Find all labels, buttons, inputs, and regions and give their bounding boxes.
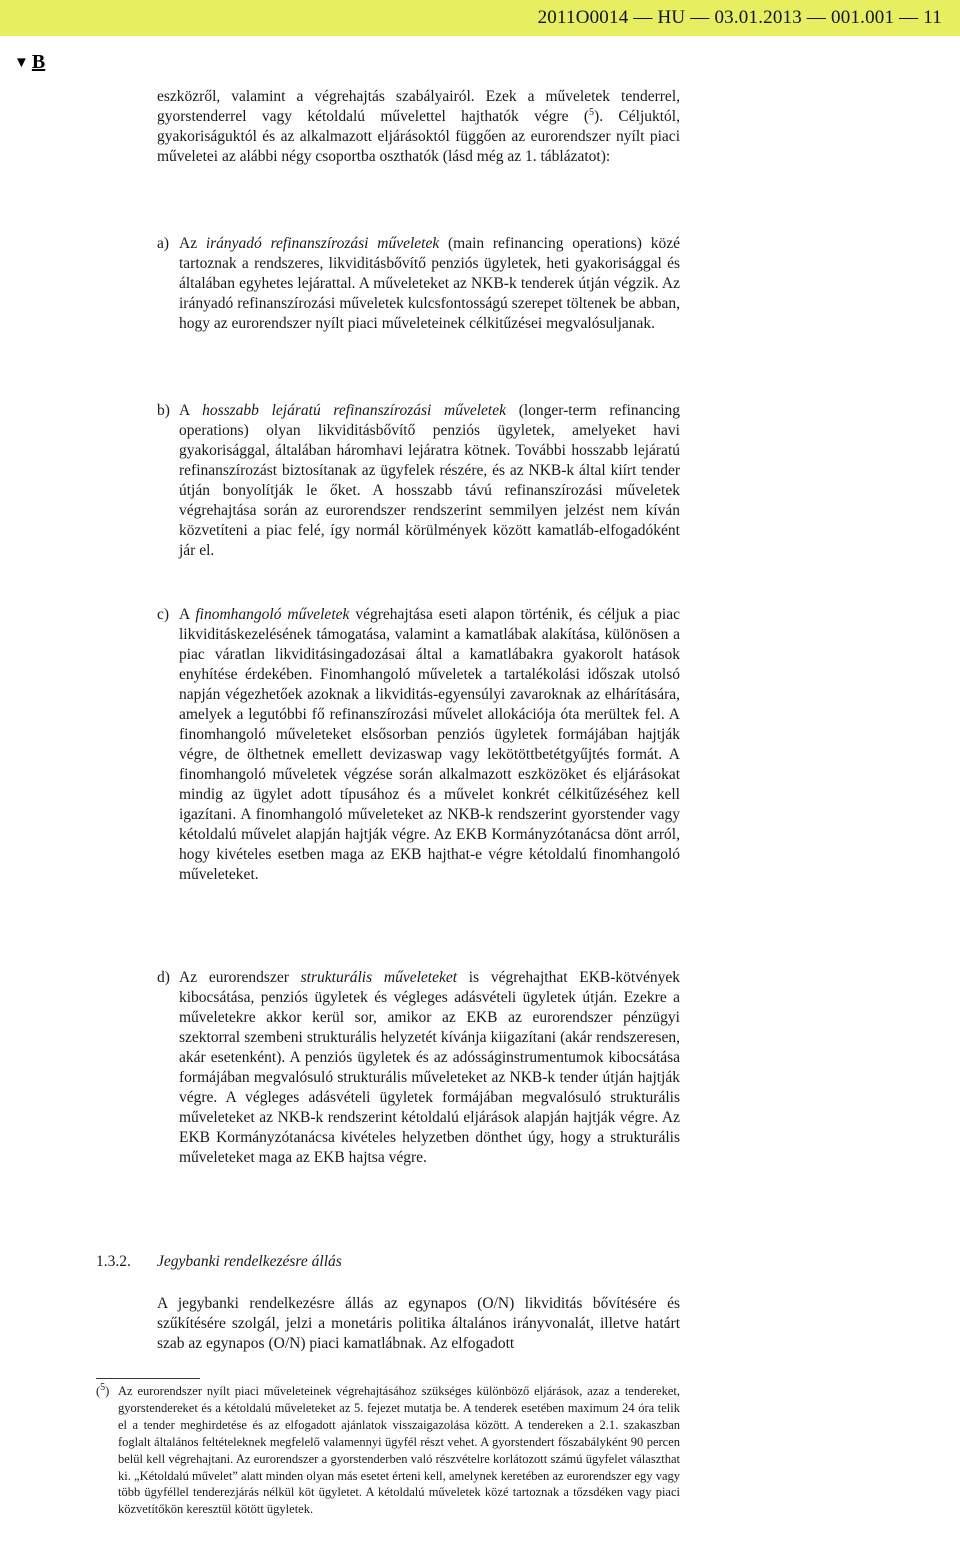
item-text-body: is végrehajthat EKB-kötvények kibocsátása, penziós ügyletek és végleges adásvételi ügyletek útján. Ezekre a műveletekre akkor kerül sor, amikor az EKB az eurorendszer pénzügyi szektorral szembeni strukturális helyzetét kívánja kiigazítani (akár rendszeresen, akár esetenként). A penziós ügyletek és az adósságinstrumentumok kibocsátása formájában megvalósuló strukturális műveleteket az NKB-k tender útján hajtják végre. A végleges adásvételi ügyletek formájában megvalósuló strukturális műveleteket az NKB-k rendszerint kétoldalú eljárások alapján hajtják végre. Az EKB Kormányzótanácsa kivételes helyzetben dönthet úgy, hogy a strukturális műveleteket maga az EKB hajtsa végre. (179, 969, 680, 1166)
item-term: irányadó refinanszírozási műveletek (205, 235, 440, 252)
item-term: finomhangoló műveletek (195, 606, 350, 623)
footnote-ref: 5 (589, 106, 595, 118)
item-text (179, 401, 680, 561)
list-item-d (157, 968, 680, 1168)
footnote-text: Az eurorendszer nyílt piaci műveleteinek végrehajtásához szükséges különböző eljárások, azaz a tendereket, gyorstendereket és a kétoldalú műveleteket az 5. fejezet mutatja be. A tenderek esetében maximum 24 óra telik el a tender meghirdetése és az elfogadott ajánlatok visszaigazolása között. A tendereken a 2.1. szakaszban foglalt általános feltételeknek megfelelő valamennyi ügyfél részt vehet. A gyorstendert főszabályként 90 percen belül kell végrehajtani. Az eurorendszer a gyorstenderben való részvételre korlátozott számú ügyfelet választhat ki. „Kétoldalú művelet” alatt minden olyan más esetet érteni kell, amelynek keretében az eurorendszer egy vagy több ügyféllel tenderezjárás nélkül köt ügyletet. A kétoldalú műveletek közé tartoznak a tőzsdéken vagy piaci közvetítőkön keresztül kötött ügyletek. (118, 1384, 680, 1517)
amendment-label: B (31, 51, 46, 73)
item-text (179, 968, 680, 1168)
footnote-paren-open: ( (96, 1384, 101, 1398)
item-text-body: végrehajtása eseti alapon történik, és céljuk a piac likviditáskezelésének támogatása, valamint a kamatlábak alakítása, különösen a piac váratlan likviditásingadozásai által a kamatlábakra gyakorolt hatások enyhítése érdekében. Finomhangoló műveletek a tartalékolási időszak utolsó napján végezhetőek azoknak a likviditás-egyensúlyi zavaroknak az elhárítására, amelyek a legutóbbi fő refinanszírozási művelet allokációja óta merültek fel. A finomhangoló műveleteket elsősorban penziós ügyletek formájában hajtják végre, de ölthetnek emellett devizaswap vagy lekötöttbetétgyűjtés formát. A finomhangoló műveletek végzése során alkalmazott eszközöket és eljárásokat mindig az ügylet adott típusához és a művelet konkrét célkitűzéséhez kell igazítani. A finomhangoló műveleteket az NKB-k rendszerint gyorstender vagy kétoldalú művelet alapján hajtják végre. Az EKB Kormányzótanácsa dönt arról, hogy kivételes esetben maga az EKB hajthat-e végre kétoldalú finomhangoló műveleteket. (179, 606, 680, 883)
item-text-lead: Az (179, 235, 206, 252)
item-text-body: (longer-term refinancing operations) olyan likviditásbővítő penziós ügyletek, amelyeket havi gyakorisággal, általában háromhavi lejáratra kötnek. További hosszabb lejáratú refinanszírozást biztosítanak az ügyfelek részére, és az NKB-k által kiírt tender útján bonyolítják le őket. A hosszabb távú refinanszírozási műveletek végrehajtása során az eurorendszer rendszerint semmilyen jelzést nem kíván közvetíteni a piac felé, így normál körülmények között kamatláb-elfogadóként jár el. (179, 402, 681, 559)
header-reference: 2011O0014 — HU — 03.01.2013 — 001.001 — 11 (537, 7, 942, 28)
item-text (179, 605, 680, 885)
item-label: c) (157, 606, 170, 623)
list-item-c (157, 605, 680, 885)
triangle-down-icon: ▼ (14, 55, 29, 71)
intro-text-1: eszközről, valamint a végrehajtás szabályairól. Ezek a műveletek tenderrel, gyorstenderrel vagy kétoldalú művelettel hajthatók végre ( (157, 88, 680, 125)
list-item-b (157, 401, 680, 561)
footnote (96, 1383, 680, 1518)
footnote-number: 5 (100, 1381, 106, 1393)
section-paragraph: A jegybanki rendelkezésre állás az egynapos (O/N) likviditás bővítésére és szűkítésére szolgál, jelzi a monetáris politika általános irányvonalát, illetve határt szab az egynapos (O/N) piaci kamatlábnak. Az elfogadott (157, 1295, 680, 1352)
section-title: Jegybanki rendelkezésre állás (157, 1253, 342, 1270)
page-header (0, 0, 960, 36)
section-number: 1.3.2. (96, 1253, 131, 1270)
footnote-divider (96, 1378, 200, 1379)
item-label: b) (157, 402, 170, 419)
item-text-body: (main refinancing operations) közé tartoznak a rendszeres, likviditásbővítő penziós ügyletek, heti gyakorisággal és általában egyhetes lejárattal. A műveleteket az NKB-k tenderek útján végzik. Az irányadó refinanszírozási műveletek kulcsfontosságú szerepet töltenek be abban, hogy az eurorendszer nyílt piaci műveleteinek célkitűzései megvalósuljanak. (179, 235, 680, 332)
intro-paragraph (157, 87, 680, 167)
list-item-a (157, 234, 680, 334)
item-text-lead: A (179, 402, 203, 419)
item-term: hosszabb lejáratú refinanszírozási műveletek (202, 402, 506, 419)
footnote-paren-close: ) (105, 1384, 110, 1398)
item-text-lead: Az eurorendszer (179, 969, 301, 986)
intro-text-2: ). Céljuktól, gyakoriságuktól és az alkalmazott eljárásoktól függően az eurorendszer nyílt piaci műveletei az alábbi négy csoportba oszthatók (lásd még az 1. táblázatot): (157, 108, 680, 165)
amendment-marker (14, 51, 45, 74)
item-label: d) (157, 969, 170, 986)
footnote-label (96, 1383, 109, 1400)
item-text-lead: A (179, 606, 196, 623)
item-text (179, 234, 680, 334)
item-label: a) (157, 235, 170, 252)
item-term: strukturális műveleteket (300, 969, 458, 986)
